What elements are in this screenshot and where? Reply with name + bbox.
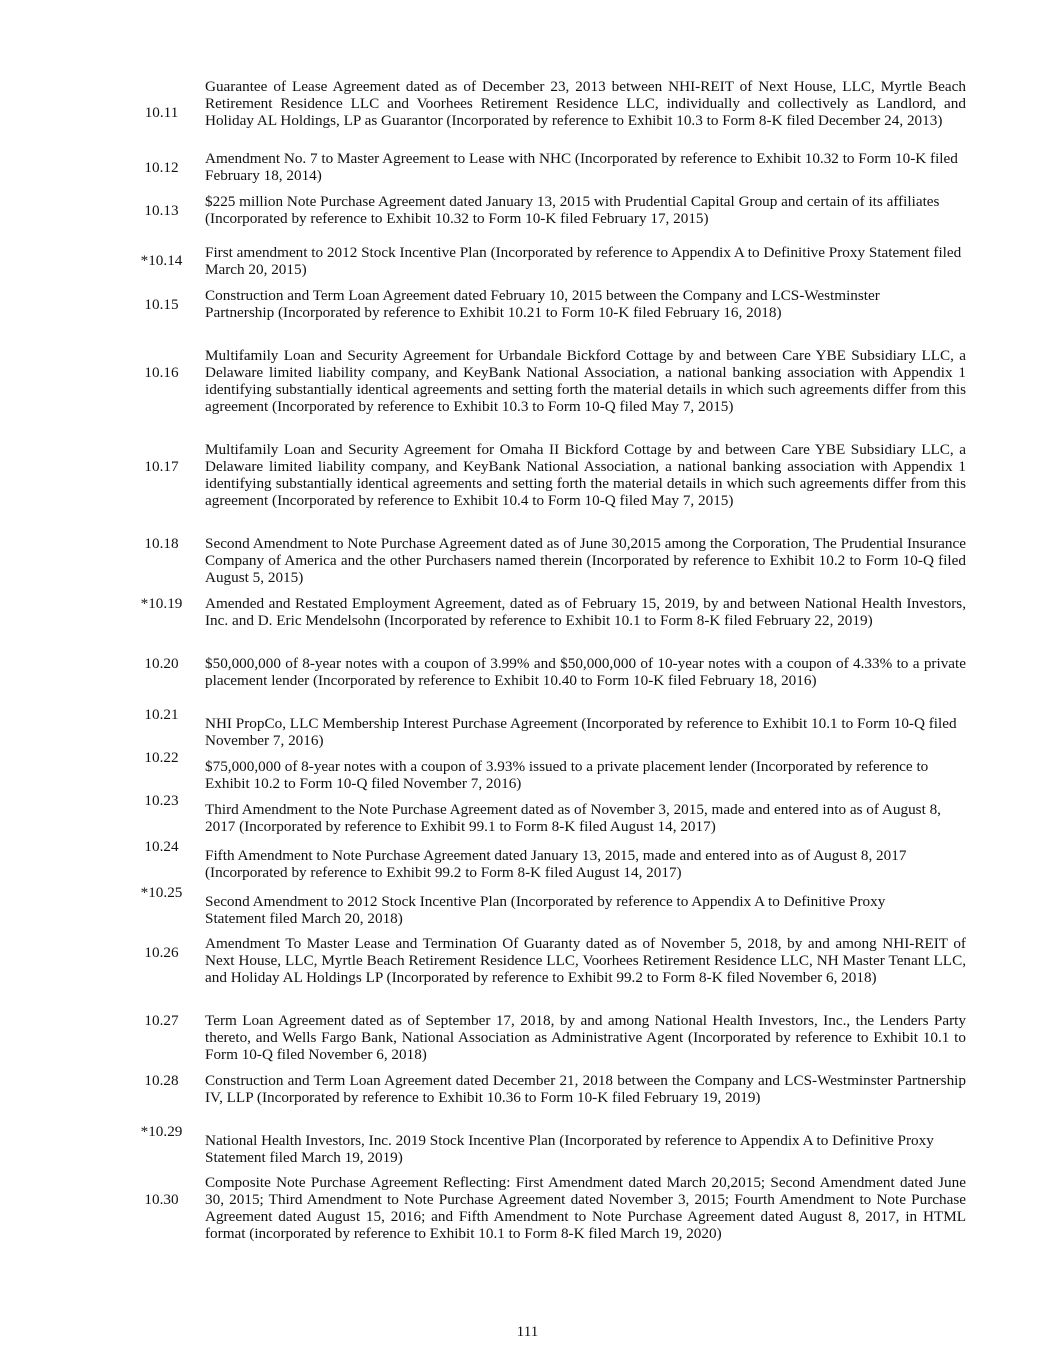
- exhibit-row: [0, 150, 1055, 193]
- exhibit-description: Amendment To Master Lease and Termination Of Guaranty dated as of November 5, 2018, by and among NHI-REIT of Next House, LLC, Myrtle Beach Retirement Residence LLC, Voorhees Retirement Residence LLC, NH Master Tenant LLC, and Holiday AL Holdings LP (Incorporated by reference to Exhibit 99.2 to Form 8-K filed November 6, 2018): [205, 935, 966, 986]
- exhibit-row: [0, 792, 1055, 838]
- exhibit-number: 10.26: [144, 944, 179, 961]
- exhibit-row: [0, 838, 1055, 884]
- exhibit-number: *10.14: [140, 252, 183, 269]
- exhibit-list: [0, 78, 1055, 1259]
- exhibit-number: 10.17: [144, 458, 179, 475]
- exhibit-description: Construction and Term Loan Agreement dated December 21, 2018 between the Company and LCS-Westminster Partnership IV, LLP (Incorporated by reference to Exhibit 10.36 to Form 10-K filed February 19, 2019): [205, 1072, 966, 1106]
- exhibit-number: 10.27: [144, 1012, 179, 1029]
- exhibit-row: [0, 1072, 1055, 1123]
- exhibit-description: Third Amendment to the Note Purchase Agreement dated as of November 3, 2015, made and entered into as of August 8, 2017 (Incorporated by reference to Exhibit 99.1 to Form 8-K filed August 14, 2017): [205, 801, 941, 835]
- exhibit-description: Amendment No. 7 to Master Agreement to Lease with NHC (Incorporated by reference to Exhibit 10.32 to Form 10-K filed February 18, 2014): [205, 150, 958, 184]
- exhibit-number: 10.21: [144, 706, 179, 723]
- exhibit-number: *10.25: [140, 884, 183, 901]
- exhibit-description: NHI PropCo, LLC Membership Interest Purchase Agreement (Incorporated by reference to Exhibit 10.1 to Form 10-Q filed November 7, 2016): [205, 715, 957, 749]
- exhibit-row: [0, 347, 1055, 441]
- exhibit-row: [0, 655, 1055, 706]
- exhibit-row: [0, 287, 1055, 347]
- exhibit-row: [0, 1123, 1055, 1174]
- exhibit-number: 10.23: [144, 792, 179, 809]
- exhibit-number: 10.12: [144, 159, 179, 176]
- exhibit-number: 10.28: [144, 1072, 179, 1089]
- exhibit-number: 10.20: [144, 655, 179, 672]
- exhibit-row: [0, 244, 1055, 287]
- exhibit-row: [0, 535, 1055, 595]
- exhibit-row: [0, 78, 1055, 150]
- exhibit-description: $50,000,000 of 8-year notes with a coupon of 3.99% and $50,000,000 of 10-year notes with a coupon of 4.33% to a private placement lender (Incorporated by reference to Exhibit 10.40 to Form 10-K filed February 18, 2016): [205, 655, 966, 689]
- exhibit-description: $75,000,000 of 8-year notes with a coupon of 3.93% issued to a private placement lender (Incorporated by reference to Exhibit 10.2 to Form 10-Q filed November 7, 2016): [205, 758, 929, 792]
- exhibit-description: Multifamily Loan and Security Agreement for Omaha II Bickford Cottage by and between Care YBE Subsidiary LLC, a Delaware limited liability company, and KeyBank National Association, a national banking association with Appendix 1 identifying substantially identical agreements and setting forth the material details in which such agreements differ from this agreement (Incorporated by reference to Exhibit 10.4 to Form 10-Q filed May 7, 2015): [205, 441, 966, 509]
- exhibit-description: Multifamily Loan and Security Agreement for Urbandale Bickford Cottage by and between Care YBE Subsidiary LLC, a Delaware limited liability company, and KeyBank National Association, a national banking association with Appendix 1 identifying substantially identical agreements and setting forth the material details in which such agreements differ from this agreement (Incorporated by reference to Exhibit 10.3 to Form 10-Q filed May 7, 2015): [205, 347, 966, 415]
- exhibit-row: [0, 1174, 1055, 1259]
- exhibit-number: *10.29: [140, 1123, 183, 1140]
- exhibit-number: *10.19: [140, 595, 183, 612]
- exhibit-row: [0, 595, 1055, 655]
- exhibit-description: Guarantee of Lease Agreement dated as of December 23, 2013 between NHI-REIT of Next House, LLC, Myrtle Beach Retirement Residence LLC and Voorhees Retirement Residence LLC, individually and collectively as Landlord, and Holiday AL Holdings, LP as Guarantor (Incorporated by reference to Exhibit 10.3 to Form 8-K filed December 24, 2013): [205, 78, 966, 129]
- exhibit-description: Composite Note Purchase Agreement Reflecting: First Amendment dated March 20,2015; Second Amendment dated June 30, 2015; Third Amendment to Note Purchase Agreement dated November 3, 2015; Fourth Amendment to Note Purchase Agreement dated August 15, 2016; and Fifth Amendment to Note Purchase Agreement dated August 8, 2017, in HTML format (incorporated by reference to Exhibit 10.1 to Form 8-K filed March 19, 2020): [205, 1174, 966, 1242]
- exhibit-row: [0, 935, 1055, 1012]
- exhibit-number: 10.11: [144, 104, 179, 121]
- exhibit-description: National Health Investors, Inc. 2019 Stock Incentive Plan (Incorporated by reference to Appendix A to Definitive Proxy Statement filed March 19, 2019): [205, 1132, 934, 1166]
- exhibit-number: 10.13: [144, 202, 179, 219]
- exhibit-number: 10.18: [144, 535, 179, 552]
- exhibit-description: Term Loan Agreement dated as of September 17, 2018, by and among National Health Investors, Inc., the Lenders Party thereto, and Wells Fargo Bank, National Association as Administrative Agent (Incorporated by reference to Exhibit 10.1 to Form 10-Q filed November 6, 2018): [205, 1012, 966, 1063]
- exhibit-row: [0, 706, 1055, 749]
- exhibit-row: [0, 441, 1055, 535]
- exhibit-row: [0, 1012, 1055, 1072]
- exhibit-description: First amendment to 2012 Stock Incentive Plan (Incorporated by reference to Appendix A to Definitive Proxy Statement filed March 20, 2015): [205, 244, 962, 278]
- exhibit-description: Second Amendment to Note Purchase Agreement dated as of June 30,2015 among the Corporation, The Prudential Insurance Company of America and the other Purchasers named therein (Incorporated by reference to Exhibit 10.2 to Form 10-Q filed August 5, 2015): [205, 535, 966, 586]
- exhibit-number: 10.30: [144, 1191, 179, 1208]
- page-number: 111: [516, 1323, 539, 1340]
- exhibit-description: Fifth Amendment to Note Purchase Agreement dated January 13, 2015, made and entered into as of August 8, 2017 (Incorporated by reference to Exhibit 99.2 to Form 8-K filed August 14, 2017): [205, 847, 907, 881]
- exhibit-number: 10.24: [144, 838, 179, 855]
- exhibit-description: Construction and Term Loan Agreement dated February 10, 2015 between the Company and LCS-Westminster Partnership (Incorporated by reference to Exhibit 10.21 to Form 10-K filed February 16, 2018): [205, 287, 880, 321]
- exhibit-description: Amended and Restated Employment Agreement, dated as of February 15, 2019, by and between National Health Investors, Inc. and D. Eric Mendelsohn (Incorporated by reference to Exhibit 10.1 to Form 8-K filed February 22, 2019): [205, 595, 966, 629]
- exhibit-description: Second Amendment to 2012 Stock Incentive Plan (Incorporated by reference to Appendix A to Definitive Proxy Statement filed March 20, 2018): [205, 893, 886, 927]
- exhibit-number: 10.15: [144, 296, 179, 313]
- exhibit-description: $225 million Note Purchase Agreement dated January 13, 2015 with Prudential Capital Group and certain of its affiliates (Incorporated by reference to Exhibit 10.32 to Form 10-K filed February 17, 2015): [205, 193, 940, 227]
- exhibit-row: [0, 884, 1055, 935]
- exhibit-number: 10.16: [144, 364, 179, 381]
- exhibit-number: 10.22: [144, 749, 179, 766]
- exhibit-row: [0, 749, 1055, 792]
- exhibit-row: [0, 193, 1055, 244]
